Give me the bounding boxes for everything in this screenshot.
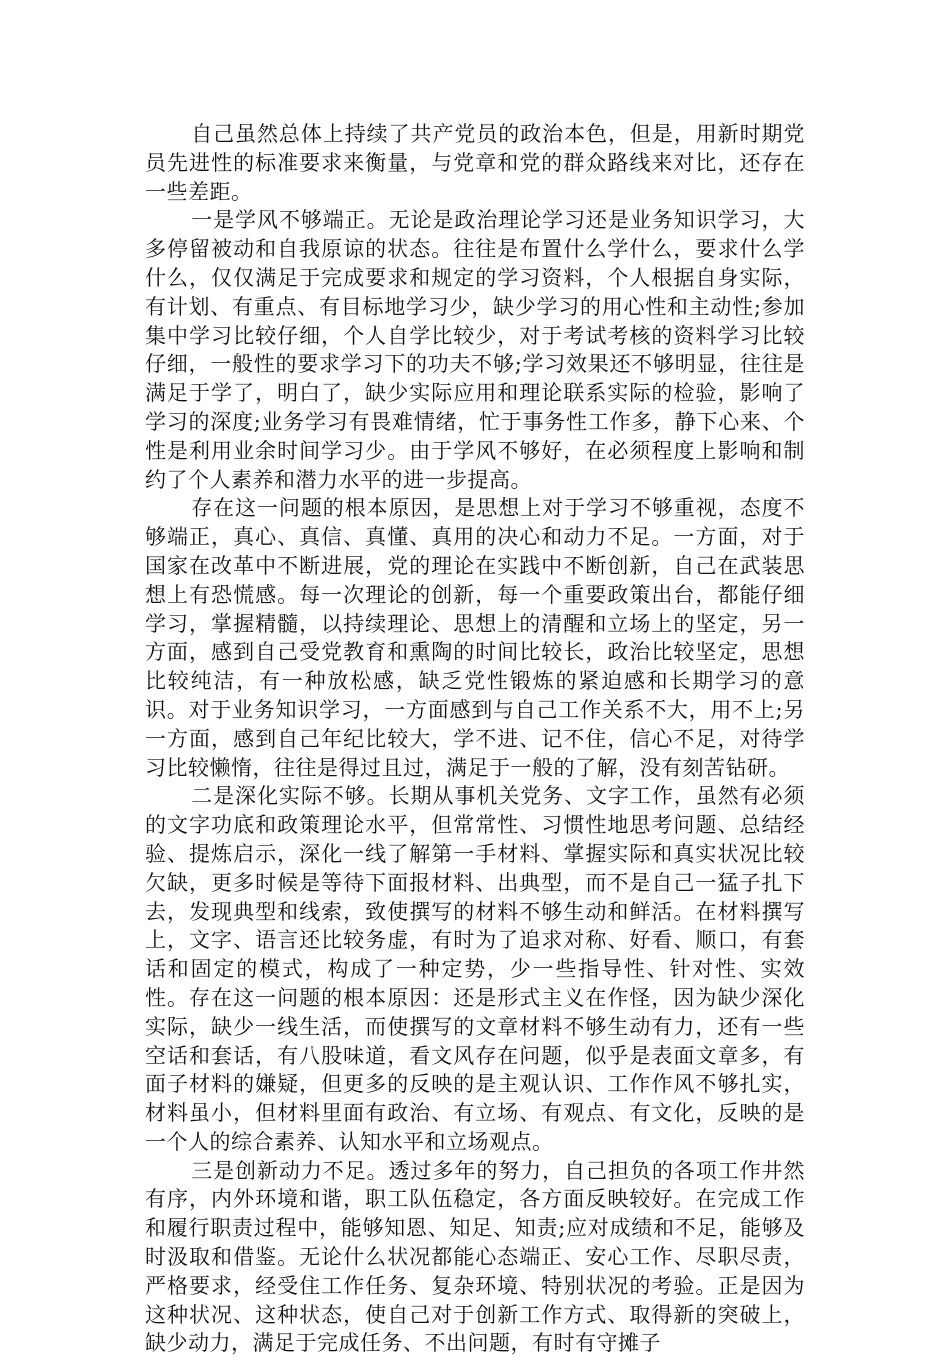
paragraph-intro: 自己虽然总体上持续了共产党员的政治本色，但是，用新时期党员先进性的标准要求来衡量，与党章和党的群众路线来对比，还存在一些差距。	[145, 122, 805, 204]
paragraph-root-cause: 存在这一问题的根本原因，是思想上对于学习不够重视，态度不够端正，真心、真信、真懂、真用的决心和动力不足。一方面，对于国家在改革中不断进展，党的理论在实践中不断创新，自己在武装思想上有恐慌感。每一次理论的创新，每一个重要政策出台，都能仔细学习，掌握精髓，以持续理论、思想上的清醒和立场上的坚定，另一方面，感到自己受党教育和熏陶的时间比较长，政治比较坚定，思想比较纯洁，有一种放松感，缺乏党性锻炼的紧迫感和长期学习的意识。对于业务知识学习，一方面感到与自己工作关系不大，用不上;另一方面，感到自己年纪比较大，学不进、记不住，信心不足，对待学习比较懒惰，往往是得过且过，满足于一般的了解，没有刻苦钻研。	[145, 496, 805, 780]
document-body	[145, 120, 805, 1358]
paragraph-innovation: 三是创新动力不足。透过多年的努力，自己担负的各项工作井然有序，内外环境和谐，职工队伍稳定，各方面反映较好。在完成工作和履行职责过程中，能够知恩、知足、知责;应对成绩和不足，能够及时汲取和借鉴。无论什么状况都能心态端正、安心工作、尽职尽责，严格要求，经受住工作任务、复杂环境、特别状况的考验。正是因为这种状况、这种状态，使自己对于创新工作方式、取得新的突破上，缺少动力，满足于完成任务、不出问题，有时有守摊子	[145, 1158, 805, 1356]
paragraph-study-style: 一是学风不够端正。无论是政治理论学习还是业务知识学习，大多停留被动和自我原谅的状态。往往是布置什么学什么，要求什么学什么，仅仅满足于完成要求和规定的学习资料，个人根据自身实际，有计划、有重点、有目标地学习少，缺少学习的用心性和主动性;参加集中学习比较仔细，个人自学比较少，对于考试考核的资料学习比较仔细，一般性的要求学习下的功夫不够;学习效果还不够明显，往往是满足于学了，明白了，缺少实际应用和理论联系实际的检验，影响了学习的深度;业务学习有畏难情绪，忙于事务性工作多，静下心来、个性是利用业余时间学习少。由于学风不够好，在必须程度上影响和制约了个人素养和潜力水平的进一步提高。	[145, 208, 805, 492]
paragraph-practice: 二是深化实际不够。长期从事机关党务、文字工作，虽然有必须的文字功底和政策理论水平，但常常性、习惯性地思考问题、总结经验、提炼启示，深化一线了解第一手材料、掌握实际和真实状况比较欠缺，更多时候是等待下面报材料、出典型，而不是自己一猛子扎下去，发现典型和线索，致使撰写的材料不够生动和鲜活。在材料撰写上，文字、语言还比较务虚，有时为了追求对称、好看、顺口，有套话和固定的模式，构成了一种定势，少一些指导性、针对性、实效性。存在这一问题的根本原因：还是形式主义在作怪，因为缺少深化实际，缺少一线生活，而使撰写的文章材料不够生动有力，还有一些空话和套话，有八股味道，看文风存在问题，似乎是表面文章多，有面子材料的嫌疑，但更多的反映的是主观认识、工作作风不够扎实，材料虽小，但材料里面有政治、有立场、有观点、有文化，反映的是一个人的综合素养、认知水平和立场观点。	[145, 784, 805, 1154]
